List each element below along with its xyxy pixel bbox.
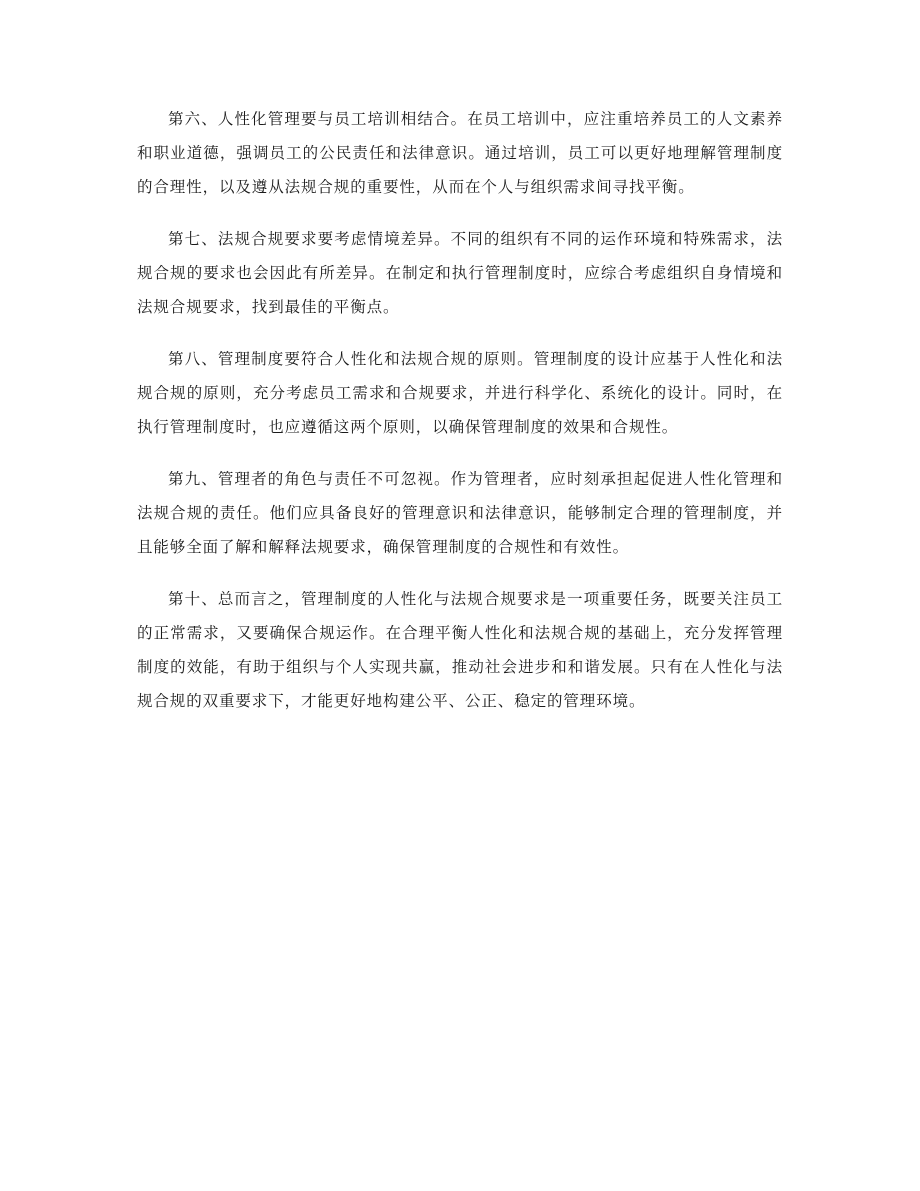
- paragraph-10: 第十、总而言之，管理制度的人性化与法规合规要求是一项重要任务，既要关注员工的正常需求，又要确保合规运作。在合理平衡人性化和法规合规的基础上，充分发挥管理制度的效能，有助于组织与个人实现共赢，推动社会进步和和谐发展。只有在人性化与法规合规的双重要求下，才能更好地构建公平、公正、稳定的管理环境。: [137, 590, 783, 710]
- paragraph-9: 第九、管理者的角色与责任不可忽视。作为管理者，应时刻承担起促进人性化管理和法规合规的责任。他们应具备良好的管理意识和法律意识，能够制定合理的管理制度，并且能够全面了解和解释法规要求，确保管理制度的合规性和有效性。: [137, 470, 783, 556]
- document-body: [137, 102, 783, 736]
- paragraph-7: 第七、法规合规要求要考虑情境差异。不同的组织有不同的运作环境和特殊需求，法规合规的要求也会因此有所差异。在制定和执行管理制度时，应综合考虑组织自身情境和法规合规要求，找到最佳的平衡点。: [137, 230, 783, 316]
- paragraph-6: 第六、人性化管理要与员工培训相结合。在员工培训中，应注重培养员工的人文素养和职业道德，强调员工的公民责任和法律意识。通过培训，员工可以更好地理解管理制度的合理性，以及遵从法规合规的重要性，从而在个人与组织需求间寻找平衡。: [137, 110, 783, 196]
- paragraph-8: 第八、管理制度要符合人性化和法规合规的原则。管理制度的设计应基于人性化和法规合规的原则，充分考虑员工需求和合规要求，并进行科学化、系统化的设计。同时，在执行管理制度时，也应遵循这两个原则，以确保管理制度的效果和合规性。: [137, 350, 783, 436]
